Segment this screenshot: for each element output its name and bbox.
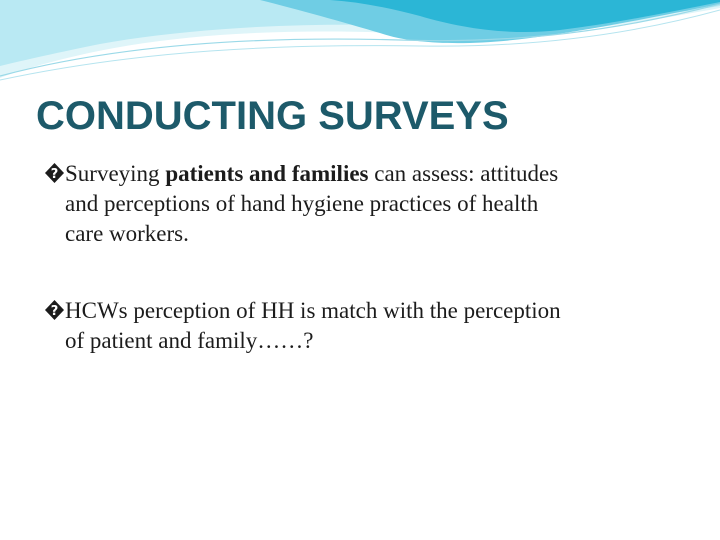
bullet-text: Surveying (65, 161, 166, 186)
bullet-surveying (44, 159, 694, 249)
bullet-line: care workers. (65, 221, 189, 246)
bullet-line (44, 159, 694, 189)
replacement-character-icon (44, 162, 65, 184)
replacement-character-icon (44, 299, 65, 321)
svg-text:?: ? (50, 304, 59, 319)
bullet-line: of patient and family……? (65, 328, 314, 353)
bullet-hcws-perception (44, 296, 694, 356)
bullet-text: HCWs perception of HH is match with the perception (65, 298, 561, 323)
bullet-emphasis: patients and families (165, 161, 369, 186)
bullet-text: can assess: attitudes (368, 161, 559, 186)
header-wave-decoration (0, 0, 720, 100)
bullet-line: and perceptions of hand hygiene practices of health (65, 191, 539, 216)
slide-title: CONDUCTING SURVEYS (36, 94, 509, 138)
bullet-line (44, 296, 694, 326)
svg-text:?: ? (50, 167, 59, 182)
